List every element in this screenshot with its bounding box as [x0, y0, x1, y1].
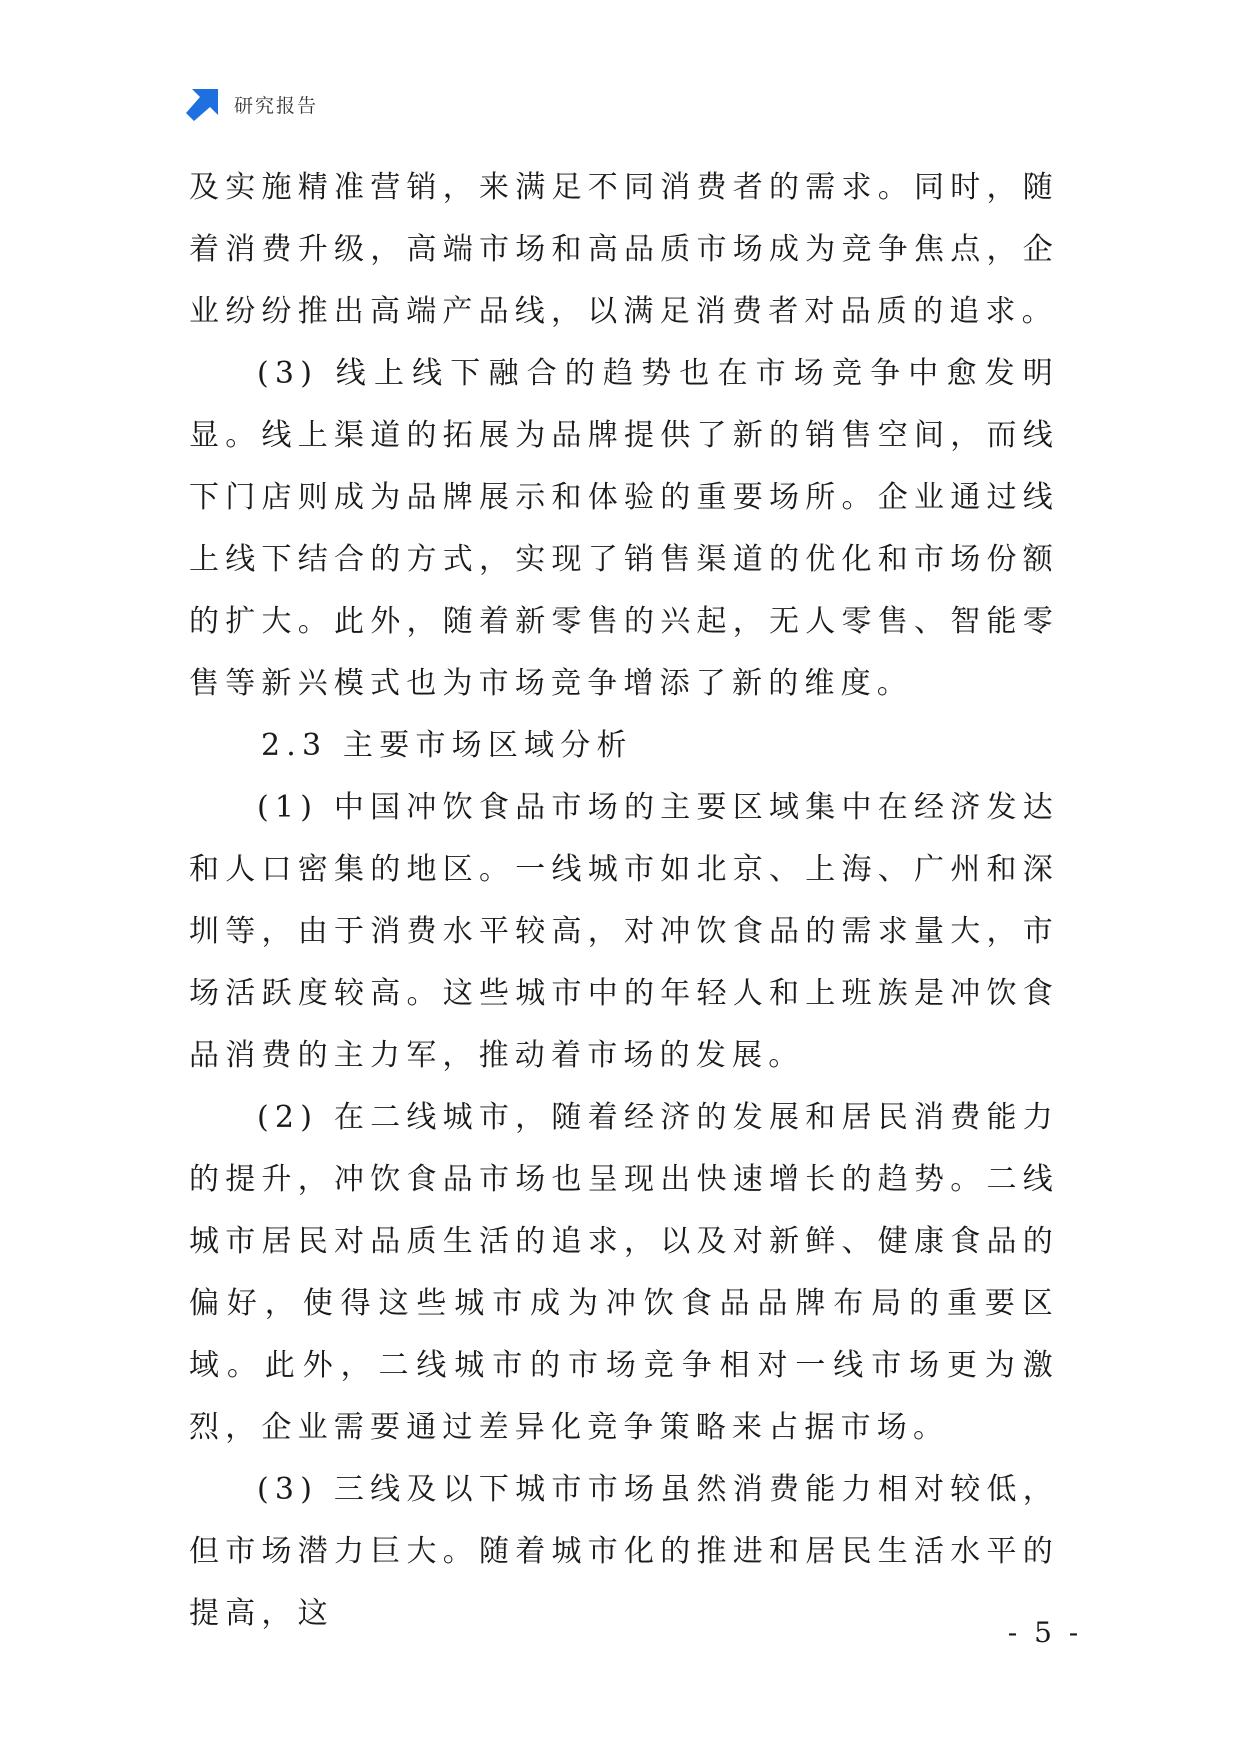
paragraph-tier1-cities: (1) 中国冲饮食品市场的主要区域集中在经济发达和人口密集的地区。一线城市如北京、上海、广州和深圳等，由于消费水平较高，对冲饮食品的需求量大，市场活跃度较高。这些城市中的年轻人和上班族是冲饮食品消费的主力军，推动着市场的发展。: [189, 790, 1059, 1073]
paragraph-tier2-cities: (2) 在二线城市，随着经济的发展和居民消费能力的提升，冲饮食品市场也呈现出快速增长的趋势。二线城市居民对品质生活的追求，以及对新鲜、健康食品的偏好，使得这些城市成为冲饮食品品牌布局的重要区域。此外，二线城市的市场竞争相对一线市场更为激烈，企业需要通过差异化竞争策略来占据市场。: [189, 1100, 1059, 1445]
header-title: 研究报告: [234, 94, 319, 117]
arrow-logo-icon: [186, 87, 220, 121]
paragraph-online-offline: (3) 线上线下融合的趋势也在市场竞争中愈发明显。线上渠道的拓展为品牌提供了新的销售空间，而线下门店则成为品牌展示和体验的重要场所。企业通过线上线下结合的方式，实现了销售渠道的优化和市场份额的扩大。此外，随着新零售的兴起，无人零售、智能零售等新兴模式也为市场竞争增添了新的维度。: [189, 356, 1059, 701]
paragraph-tier3-cities: (3) 三线及以下城市市场虽然消费能力相对较低，但市场潜力巨大。随着城市化的推进和居民生活水平的提高，这: [189, 1472, 1059, 1631]
paragraph-continuation: 及实施精准营销，来满足不同消费者的需求。同时，随着消费升级，高端市场和高品质市场成为竞争焦点，企业纷纷推出高端产品线，以满足消费者对品质的追求。: [189, 170, 1059, 329]
page-header: [186, 86, 318, 122]
document-body: [189, 157, 1059, 1645]
page-number: - 5 -: [1007, 1616, 1083, 1649]
section-heading: 2.3 主要市场区域分析: [261, 728, 633, 763]
